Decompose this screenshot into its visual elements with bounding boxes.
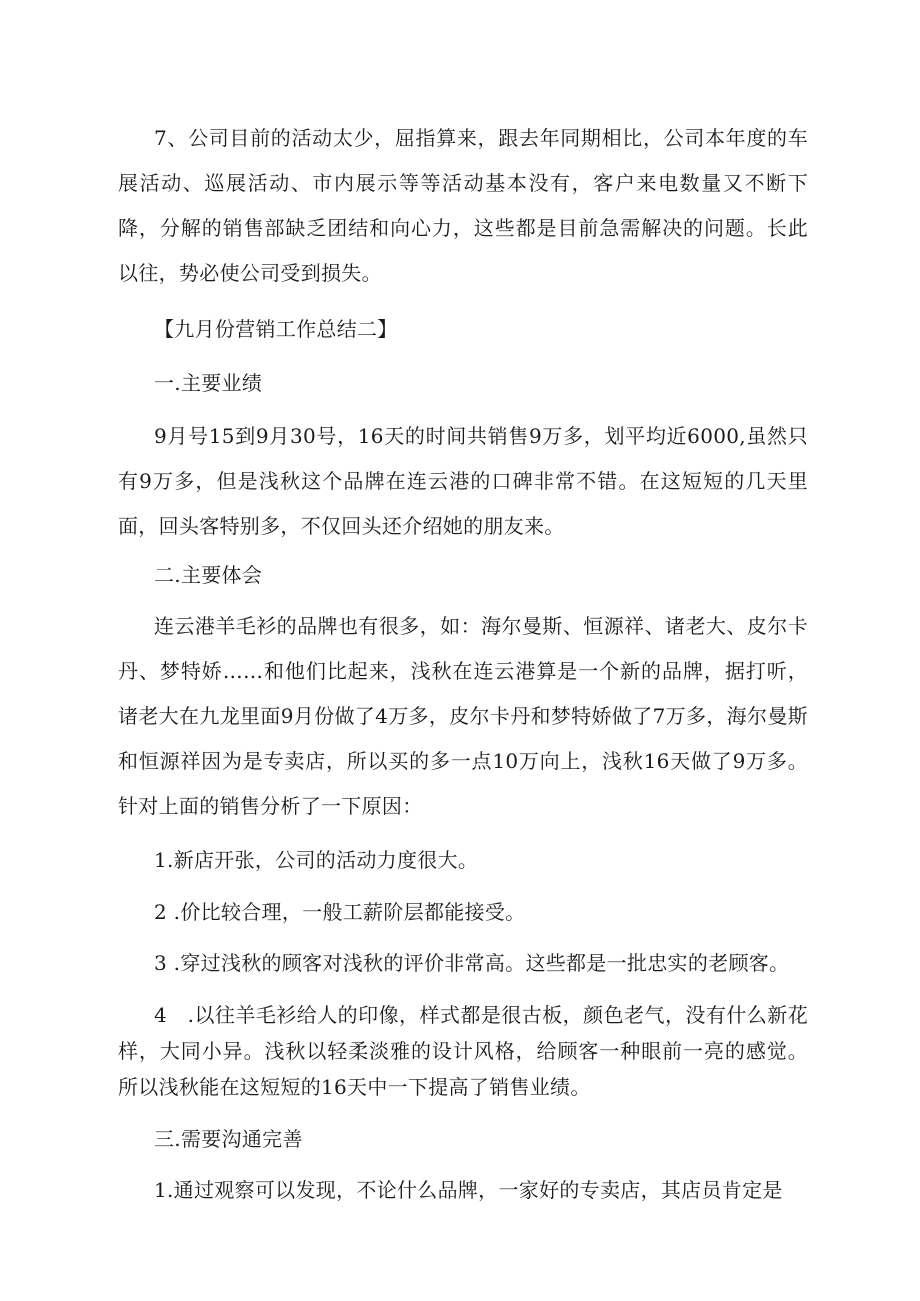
- heading-communication: 三.需要沟通完善: [154, 1127, 303, 1151]
- heading-main-performance: 一.主要业绩: [154, 371, 263, 395]
- reason-item-2: 2 .价比较合理，一般工薪阶层都能接受。: [154, 900, 526, 924]
- reason-item-4: 4 .以往羊毛衫给人的印像，样式都是很古板，颜色老气，没有什么新花样，大同小异。浅秋以轻柔淡雅的设计风格，给顾客一种眼前一亮的感觉。所以浅秋能在这短短的16天中一下提高了销售业绩。: [118, 1003, 808, 1099]
- paragraph-experience: 连云港羊毛衫的品牌也有很多，如：海尔曼斯、恒源祥、诸老大、皮尔卡丹、梦特娇……和他们比起来，浅秋在连云港算是一个新的品牌，据打听，诸老大在九龙里面9月份做了4万多，皮尔卡丹和梦特娇做了7万多，海尔曼斯和恒源祥因为是专卖店，所以买的多一点10万向上，浅秋16天做了9万多。针对上面的销售分析了一下原因：: [118, 614, 808, 818]
- reason-item-1: 1.新店开张，公司的活动力度很大。: [154, 848, 479, 872]
- heading-main-experience: 二.主要体会: [154, 563, 263, 587]
- paragraph-item-7: 7、公司目前的活动太少，屈指算来，跟去年同期相比，公司本年度的车展活动、巡展活动、市内展示等等活动基本没有，客户来电数量又不断下降，分解的销售部缺乏团结和向心力，这些都是目前急需解决的问题。长此以往，势必使公司受到损失。: [118, 126, 808, 285]
- reason-item-3: 3 .穿过浅秋的顾客对浅秋的评价非常高。这些都是一批忠实的老顾客。: [154, 951, 790, 975]
- communication-item-1: 1.通过观察可以发现，不论什么品牌，一家好的专卖店，其店员肯定是: [154, 1178, 783, 1202]
- section-title: 【九月份营销工作总结二】: [154, 317, 398, 341]
- paragraph-performance: 9月号15到9月30号，16天的时间共销售9万多，划平均近6000,虽然只有9万多，但是浅秋这个品牌在连云港的口碑非常不错。在这短短的几天里面，回头客特别多，不仅回头还介绍她的朋友来。: [118, 424, 808, 538]
